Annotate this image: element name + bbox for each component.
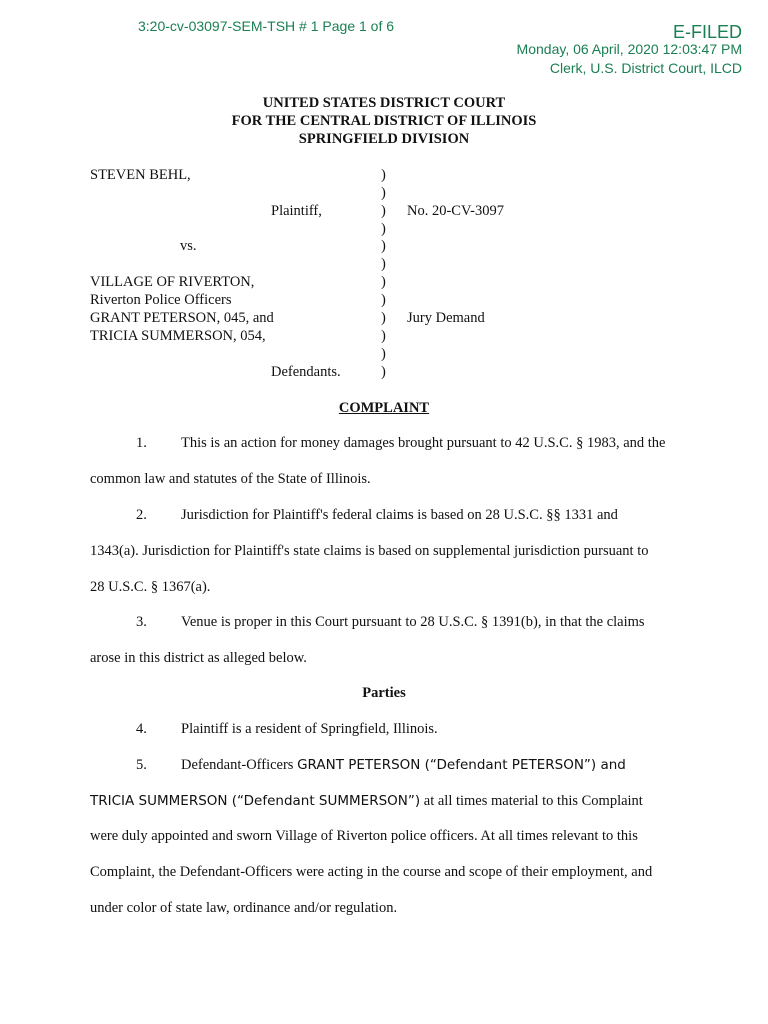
caption-paren: ) <box>381 221 386 237</box>
caption-paren: ) <box>381 256 386 272</box>
paragraph-5-line1 <box>181 756 626 774</box>
paragraph-3-line1: Venue is proper in this Court pursuant to 28 U.S.C. § 1391(b), in that the claims <box>181 614 645 630</box>
caption-paren: ) <box>381 238 386 254</box>
paragraph-5-line2-text: at all times material to this Complaint <box>420 793 643 809</box>
efiled-date: Monday, 06 April, 2020 12:03:47 PM <box>516 41 742 57</box>
court-name-line3: SPRINGFIELD DIVISION <box>298 131 470 147</box>
plaintiff-name: STEVEN BEHL, <box>90 167 191 183</box>
jury-demand: Jury Demand <box>407 310 485 326</box>
document-title: COMPLAINT <box>338 400 430 416</box>
caption-paren: ) <box>381 310 386 326</box>
paragraph-number: 2. <box>136 507 147 523</box>
paragraph-1-line2: common law and statutes of the State of Illinois. <box>90 471 371 487</box>
paragraph-5-line5: under color of state law, ordinance and/or regulation. <box>90 900 398 916</box>
paragraph-2-line3: 28 U.S.C. § 1367(a). <box>90 579 211 595</box>
court-name-line2: FOR THE CENTRAL DISTRICT OF ILLINOIS <box>231 113 537 129</box>
caption-paren: ) <box>381 274 386 290</box>
case-number: No. 20-CV-3097 <box>407 203 504 219</box>
plaintiff-role: Plaintiff, <box>271 203 322 219</box>
paragraph-5-line3: were duly appointed and sworn Village of Riverton police officers. At all times relevant to this <box>90 828 638 844</box>
paragraph-2-line1: Jurisdiction for Plaintiff's federal claims is based on 28 U.S.C. §§ 1331 and <box>181 507 618 523</box>
case-stamp: 3:20-cv-03097-SEM-TSH # 1 Page 1 of 6 <box>138 18 395 34</box>
paragraph-number: 1. <box>136 435 147 451</box>
paragraph-5-line2 <box>90 792 643 810</box>
defendant-line1: VILLAGE OF RIVERTON, <box>90 274 255 290</box>
paragraph-3-line2: arose in this district as alleged below. <box>90 650 307 666</box>
caption-paren: ) <box>381 203 386 219</box>
caption-paren: ) <box>381 185 386 201</box>
defendant-line4: TRICIA SUMMERSON, 054, <box>90 328 266 344</box>
caption-paren: ) <box>381 167 386 183</box>
court-name-line1: UNITED STATES DISTRICT COURT <box>262 95 506 111</box>
paragraph-5-officer-names: GRANT PETERSON (“Defendant PETERSON”) and <box>297 757 626 773</box>
paragraph-number: 3. <box>136 614 147 630</box>
paragraph-5-line4: Complaint, the Defendant-Officers were acting in the course and scope of their employment, and <box>90 864 653 880</box>
paragraph-1-line1: This is an action for money damages brought pursuant to 42 U.S.C. § 1983, and the <box>181 435 666 451</box>
defendant-role: Defendants. <box>271 364 341 380</box>
defendant-line2: Riverton Police Officers <box>90 292 232 308</box>
caption-paren: ) <box>381 328 386 344</box>
caption-paren: ) <box>381 292 386 308</box>
defendant-line3: GRANT PETERSON, 045, and <box>90 310 274 326</box>
paragraph-5-officer-summerson: TRICIA SUMMERSON (“Defendant SUMMERSON”) <box>90 793 421 809</box>
paragraph-2-line2: 1343(a). Jurisdiction for Plaintiff's state claims is based on supplemental jurisdiction pursuant to <box>90 543 649 559</box>
paragraph-4-line1: Plaintiff is a resident of Springfield, Illinois. <box>181 721 438 737</box>
caption-paren: ) <box>381 346 386 362</box>
paragraph-number: 4. <box>136 721 147 737</box>
parties-heading: Parties <box>362 685 406 701</box>
efiled-label: E-FILED <box>672 22 742 42</box>
caption-paren: ) <box>381 364 386 380</box>
efiled-clerk: Clerk, U.S. District Court, ILCD <box>549 60 742 76</box>
paragraph-5-line1-text: Defendant-Officers <box>181 757 298 773</box>
paragraph-number: 5. <box>136 757 147 773</box>
versus-label: vs. <box>180 238 197 254</box>
